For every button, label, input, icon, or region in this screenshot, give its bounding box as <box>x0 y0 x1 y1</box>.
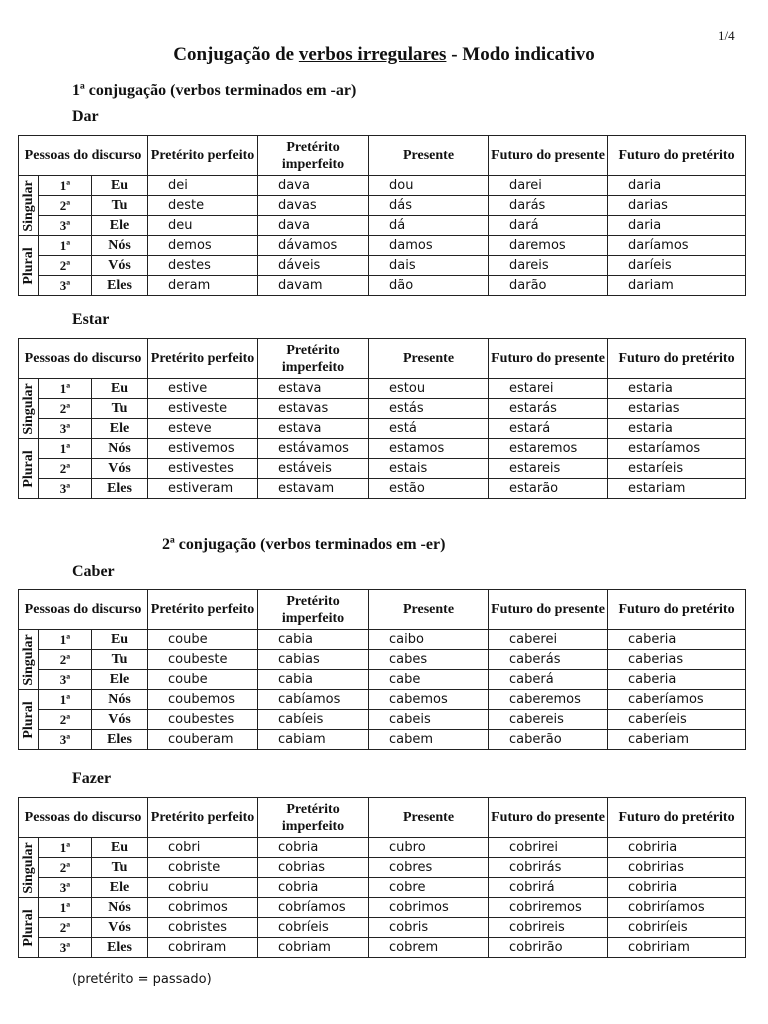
verb-form-futuro-preterito: caberia <box>608 630 746 650</box>
verb-form-preterito-perfeito: demos <box>148 236 258 256</box>
verb-form-futuro-preterito: cobririam <box>608 938 746 958</box>
verb-form-preterito-imperfeito: davas <box>258 196 369 216</box>
group-plural <box>19 690 39 750</box>
verb-form-futuro-presente: cobrirão <box>489 938 608 958</box>
person-ordinal: 1ª <box>39 630 92 650</box>
person-ordinal: 2ª <box>39 399 92 419</box>
page-title <box>0 44 768 66</box>
verb-form-futuro-presente: caberei <box>489 630 608 650</box>
person-ordinal: 1ª <box>39 690 92 710</box>
person-ordinal: 1ª <box>39 439 92 459</box>
table-row <box>19 379 746 399</box>
verb-form-futuro-preterito: caberíamos <box>608 690 746 710</box>
verb-form-futuro-presente: darão <box>489 276 608 296</box>
page-number: 1/4 <box>718 28 735 43</box>
verb-form-preterito-perfeito: coube <box>148 670 258 690</box>
verb-form-futuro-preterito: daríeis <box>608 256 746 276</box>
group-label: Singular <box>20 633 36 686</box>
person-pronoun: Eles <box>92 276 148 296</box>
verb-form-futuro-preterito: cobriria <box>608 878 746 898</box>
person-pronoun: Eu <box>92 379 148 399</box>
verb-form-futuro-presente: caberão <box>489 730 608 750</box>
verb-form-futuro-preterito: cobririas <box>608 858 746 878</box>
footnote: (pretérito = passado) <box>72 972 212 987</box>
group-plural <box>19 439 39 499</box>
table-row <box>19 858 746 878</box>
table-row <box>19 878 746 898</box>
verb-form-presente: está <box>369 419 489 439</box>
table-row <box>19 399 746 419</box>
table-row <box>19 650 746 670</box>
person-ordinal: 3ª <box>39 276 92 296</box>
person-pronoun: Vós <box>92 918 148 938</box>
group-singular <box>19 630 39 690</box>
header-presente: Presente <box>369 339 489 379</box>
verb-form-presente: dá <box>369 216 489 236</box>
group-singular <box>19 176 39 236</box>
verb-form-preterito-perfeito: estiveram <box>148 479 258 499</box>
verb-form-preterito-imperfeito: dávamos <box>258 236 369 256</box>
verb-form-preterito-imperfeito: estávamos <box>258 439 369 459</box>
header-futuro-presente: Futuro do presente <box>489 798 608 838</box>
table-header-row <box>19 136 746 176</box>
table-header-row <box>19 339 746 379</box>
verb-form-preterito-imperfeito: cobríeis <box>258 918 369 938</box>
table-row <box>19 216 746 236</box>
verb-form-presente: dão <box>369 276 489 296</box>
table-row <box>19 276 746 296</box>
verb-form-presente: dais <box>369 256 489 276</box>
group-plural <box>19 236 39 296</box>
person-pronoun: Eles <box>92 730 148 750</box>
header-preterito-perfeito: Pretérito perfeito <box>148 136 258 176</box>
group-singular <box>19 838 39 898</box>
person-pronoun: Ele <box>92 419 148 439</box>
verb-form-futuro-preterito: estaríeis <box>608 459 746 479</box>
verb-form-presente: cabe <box>369 670 489 690</box>
person-ordinal: 2ª <box>39 858 92 878</box>
verb-form-futuro-presente: cobriremos <box>489 898 608 918</box>
person-pronoun: Nós <box>92 439 148 459</box>
verb-form-preterito-perfeito: couberam <box>148 730 258 750</box>
verb-form-presente: estais <box>369 459 489 479</box>
verb-form-presente: caibo <box>369 630 489 650</box>
header-preterito-imperfeito: Pretérito imperfeito <box>258 339 369 379</box>
header-futuro-preterito: Futuro do pretérito <box>608 590 746 630</box>
conjugation-table-dar <box>18 135 746 296</box>
person-ordinal: 1ª <box>39 236 92 256</box>
table-header-row <box>19 798 746 838</box>
verb-form-futuro-preterito: caberíeis <box>608 710 746 730</box>
verb-form-preterito-imperfeito: dava <box>258 216 369 236</box>
verb-form-presente: cabemos <box>369 690 489 710</box>
verb-form-preterito-imperfeito: davam <box>258 276 369 296</box>
table-row <box>19 176 746 196</box>
verb-form-preterito-perfeito: deram <box>148 276 258 296</box>
conjugation-heading-1: 1ª conjugação (verbos terminados em -ar) <box>72 82 357 99</box>
person-ordinal: 2ª <box>39 459 92 479</box>
person-pronoun: Eu <box>92 176 148 196</box>
table-row <box>19 196 746 216</box>
verb-form-preterito-perfeito: estiveste <box>148 399 258 419</box>
table-row <box>19 710 746 730</box>
verb-form-futuro-presente: estarão <box>489 479 608 499</box>
header-futuro-preterito: Futuro do pretérito <box>608 339 746 379</box>
person-ordinal: 2ª <box>39 650 92 670</box>
header-preterito-perfeito: Pretérito perfeito <box>148 339 258 379</box>
verb-form-presente: damos <box>369 236 489 256</box>
verb-form-presente: dás <box>369 196 489 216</box>
verb-form-preterito-perfeito: coubeste <box>148 650 258 670</box>
conjugation-table-estar <box>18 338 746 499</box>
verb-form-preterito-perfeito: destes <box>148 256 258 276</box>
verb-form-futuro-presente: cobrirei <box>489 838 608 858</box>
person-pronoun: Vós <box>92 459 148 479</box>
verb-form-futuro-presente: caberá <box>489 670 608 690</box>
verb-form-preterito-imperfeito: estava <box>258 379 369 399</box>
table-header-row <box>19 590 746 630</box>
verb-form-futuro-preterito: estariam <box>608 479 746 499</box>
verb-form-preterito-imperfeito: estava <box>258 419 369 439</box>
table-row <box>19 938 746 958</box>
verb-form-preterito-perfeito: dei <box>148 176 258 196</box>
group-label: Singular <box>20 841 36 894</box>
header-presente: Presente <box>369 590 489 630</box>
verb-form-preterito-perfeito: cobriste <box>148 858 258 878</box>
person-ordinal: 3ª <box>39 730 92 750</box>
table-row <box>19 419 746 439</box>
table-row <box>19 730 746 750</box>
header-presente: Presente <box>369 798 489 838</box>
verb-form-preterito-perfeito: coubemos <box>148 690 258 710</box>
verb-form-futuro-preterito: cobriria <box>608 838 746 858</box>
group-label: Singular <box>20 179 36 232</box>
verb-form-preterito-imperfeito: cobria <box>258 838 369 858</box>
header-pessoas: Pessoas do discurso <box>19 136 148 176</box>
verb-form-preterito-perfeito: esteve <box>148 419 258 439</box>
verb-form-presente: cabem <box>369 730 489 750</box>
header-pessoas: Pessoas do discurso <box>19 590 148 630</box>
person-pronoun: Tu <box>92 399 148 419</box>
person-ordinal: 2ª <box>39 918 92 938</box>
verb-form-futuro-preterito: daria <box>608 216 746 236</box>
table-row <box>19 256 746 276</box>
verb-form-futuro-presente: estarás <box>489 399 608 419</box>
group-label: Plural <box>20 700 36 739</box>
verb-form-presente: cobrem <box>369 938 489 958</box>
conjugation-table-caber <box>18 589 746 750</box>
verb-title-dar: Dar <box>72 108 99 125</box>
verb-form-futuro-preterito: daria <box>608 176 746 196</box>
verb-form-preterito-imperfeito: cobriam <box>258 938 369 958</box>
header-preterito-imperfeito: Pretérito imperfeito <box>258 590 369 630</box>
verb-form-futuro-preterito: estaria <box>608 419 746 439</box>
header-futuro-preterito: Futuro do pretérito <box>608 136 746 176</box>
person-ordinal: 1ª <box>39 379 92 399</box>
person-ordinal: 2ª <box>39 196 92 216</box>
verb-form-preterito-imperfeito: dava <box>258 176 369 196</box>
verb-form-presente: estou <box>369 379 489 399</box>
verb-form-futuro-presente: cabereis <box>489 710 608 730</box>
header-preterito-perfeito: Pretérito perfeito <box>148 798 258 838</box>
verb-form-futuro-presente: cobrirá <box>489 878 608 898</box>
person-pronoun: Tu <box>92 196 148 216</box>
verb-form-preterito-perfeito: cobriram <box>148 938 258 958</box>
verb-form-futuro-presente: caberás <box>489 650 608 670</box>
title-part-2: verbos irregulares <box>298 44 447 65</box>
person-ordinal: 1ª <box>39 898 92 918</box>
verb-form-futuro-preterito: caberia <box>608 670 746 690</box>
header-futuro-preterito: Futuro do pretérito <box>608 798 746 838</box>
verb-form-preterito-imperfeito: cobria <box>258 878 369 898</box>
header-pessoas: Pessoas do discurso <box>19 339 148 379</box>
table-row <box>19 898 746 918</box>
verb-form-futuro-preterito: dariam <box>608 276 746 296</box>
verb-form-presente: cabeis <box>369 710 489 730</box>
verb-form-futuro-presente: darei <box>489 176 608 196</box>
person-pronoun: Eles <box>92 479 148 499</box>
verb-form-preterito-perfeito: deu <box>148 216 258 236</box>
verb-form-preterito-perfeito: coube <box>148 630 258 650</box>
verb-form-preterito-imperfeito: estavam <box>258 479 369 499</box>
verb-form-presente: cobris <box>369 918 489 938</box>
verb-form-preterito-imperfeito: estavas <box>258 399 369 419</box>
verb-form-preterito-perfeito: coubestes <box>148 710 258 730</box>
verb-form-preterito-perfeito: deste <box>148 196 258 216</box>
verb-form-preterito-imperfeito: cabíeis <box>258 710 369 730</box>
verb-form-futuro-presente: estareis <box>489 459 608 479</box>
header-futuro-presente: Futuro do presente <box>489 339 608 379</box>
header-preterito-imperfeito: Pretérito imperfeito <box>258 136 369 176</box>
person-pronoun: Tu <box>92 858 148 878</box>
table-row <box>19 690 746 710</box>
person-pronoun: Ele <box>92 216 148 236</box>
person-ordinal: 3ª <box>39 670 92 690</box>
verb-title-caber: Caber <box>72 563 115 580</box>
verb-form-futuro-preterito: cobriríamos <box>608 898 746 918</box>
person-ordinal: 2ª <box>39 256 92 276</box>
conjugation-table-fazer <box>18 797 746 958</box>
verb-form-preterito-perfeito: cobriu <box>148 878 258 898</box>
table-row <box>19 479 746 499</box>
person-pronoun: Vós <box>92 256 148 276</box>
header-preterito-perfeito: Pretérito perfeito <box>148 590 258 630</box>
verb-form-futuro-preterito: darias <box>608 196 746 216</box>
table-row <box>19 838 746 858</box>
person-pronoun: Nós <box>92 690 148 710</box>
header-futuro-presente: Futuro do presente <box>489 590 608 630</box>
verb-form-presente: cubro <box>369 838 489 858</box>
person-pronoun: Eu <box>92 630 148 650</box>
verb-form-presente: estão <box>369 479 489 499</box>
verb-title-fazer: Fazer <box>72 770 112 787</box>
person-pronoun: Ele <box>92 878 148 898</box>
person-ordinal: 3ª <box>39 419 92 439</box>
verb-form-futuro-presente: dareis <box>489 256 608 276</box>
group-label: Plural <box>20 908 36 947</box>
person-ordinal: 1ª <box>39 176 92 196</box>
verb-form-preterito-perfeito: estivestes <box>148 459 258 479</box>
verb-form-presente: dou <box>369 176 489 196</box>
group-label: Plural <box>20 246 36 285</box>
table-row <box>19 459 746 479</box>
person-ordinal: 2ª <box>39 710 92 730</box>
verb-form-preterito-perfeito: cobri <box>148 838 258 858</box>
group-label: Plural <box>20 449 36 488</box>
header-preterito-imperfeito: Pretérito imperfeito <box>258 798 369 838</box>
person-ordinal: 3ª <box>39 216 92 236</box>
verb-form-preterito-imperfeito: cabiam <box>258 730 369 750</box>
verb-form-preterito-perfeito: estivemos <box>148 439 258 459</box>
title-part-1: Conjugação de <box>173 44 299 65</box>
verb-form-preterito-imperfeito: cabia <box>258 630 369 650</box>
person-pronoun: Vós <box>92 710 148 730</box>
header-pessoas: Pessoas do discurso <box>19 798 148 838</box>
verb-form-futuro-preterito: daríamos <box>608 236 746 256</box>
verb-form-preterito-imperfeito: cabíamos <box>258 690 369 710</box>
verb-form-futuro-presente: dará <box>489 216 608 236</box>
table-row <box>19 918 746 938</box>
verb-form-presente: cabes <box>369 650 489 670</box>
person-pronoun: Ele <box>92 670 148 690</box>
group-plural <box>19 898 39 958</box>
verb-form-futuro-presente: darás <box>489 196 608 216</box>
person-pronoun: Eles <box>92 938 148 958</box>
verb-form-preterito-perfeito: estive <box>148 379 258 399</box>
header-presente: Presente <box>369 136 489 176</box>
table-row <box>19 236 746 256</box>
verb-form-preterito-imperfeito: dáveis <box>258 256 369 276</box>
verb-form-preterito-perfeito: cobrimos <box>148 898 258 918</box>
verb-title-estar: Estar <box>72 311 110 328</box>
verb-form-futuro-presente: estaremos <box>489 439 608 459</box>
verb-form-preterito-imperfeito: cabia <box>258 670 369 690</box>
verb-form-preterito-imperfeito: cobrias <box>258 858 369 878</box>
verb-form-futuro-preterito: caberias <box>608 650 746 670</box>
verb-form-preterito-imperfeito: cabias <box>258 650 369 670</box>
verb-form-futuro-preterito: caberiam <box>608 730 746 750</box>
verb-form-preterito-imperfeito: estáveis <box>258 459 369 479</box>
header-futuro-presente: Futuro do presente <box>489 136 608 176</box>
person-ordinal: 3ª <box>39 938 92 958</box>
verb-form-presente: estás <box>369 399 489 419</box>
verb-form-presente: cobres <box>369 858 489 878</box>
verb-form-preterito-imperfeito: cobríamos <box>258 898 369 918</box>
verb-form-futuro-preterito: estarias <box>608 399 746 419</box>
conjugation-heading-2: 2ª conjugação (verbos terminados em -er) <box>162 536 446 553</box>
verb-form-presente: estamos <box>369 439 489 459</box>
person-ordinal: 3ª <box>39 479 92 499</box>
verb-form-futuro-presente: cobrirás <box>489 858 608 878</box>
table-row <box>19 439 746 459</box>
person-ordinal: 1ª <box>39 838 92 858</box>
verb-form-futuro-presente: daremos <box>489 236 608 256</box>
verb-form-preterito-perfeito: cobristes <box>148 918 258 938</box>
table-row <box>19 670 746 690</box>
person-pronoun: Tu <box>92 650 148 670</box>
verb-form-futuro-presente: estará <box>489 419 608 439</box>
verb-form-futuro-presente: estarei <box>489 379 608 399</box>
verb-form-presente: cobre <box>369 878 489 898</box>
person-pronoun: Nós <box>92 236 148 256</box>
verb-form-futuro-preterito: estaríamos <box>608 439 746 459</box>
verb-form-futuro-preterito: cobriríeis <box>608 918 746 938</box>
title-part-3: - Modo indicativo <box>446 44 595 65</box>
verb-form-presente: cobrimos <box>369 898 489 918</box>
group-singular <box>19 379 39 439</box>
person-pronoun: Nós <box>92 898 148 918</box>
person-pronoun: Eu <box>92 838 148 858</box>
verb-form-futuro-presente: caberemos <box>489 690 608 710</box>
group-label: Singular <box>20 382 36 435</box>
table-row <box>19 630 746 650</box>
verb-form-futuro-preterito: estaria <box>608 379 746 399</box>
person-ordinal: 3ª <box>39 878 92 898</box>
verb-form-futuro-presente: cobrireis <box>489 918 608 938</box>
